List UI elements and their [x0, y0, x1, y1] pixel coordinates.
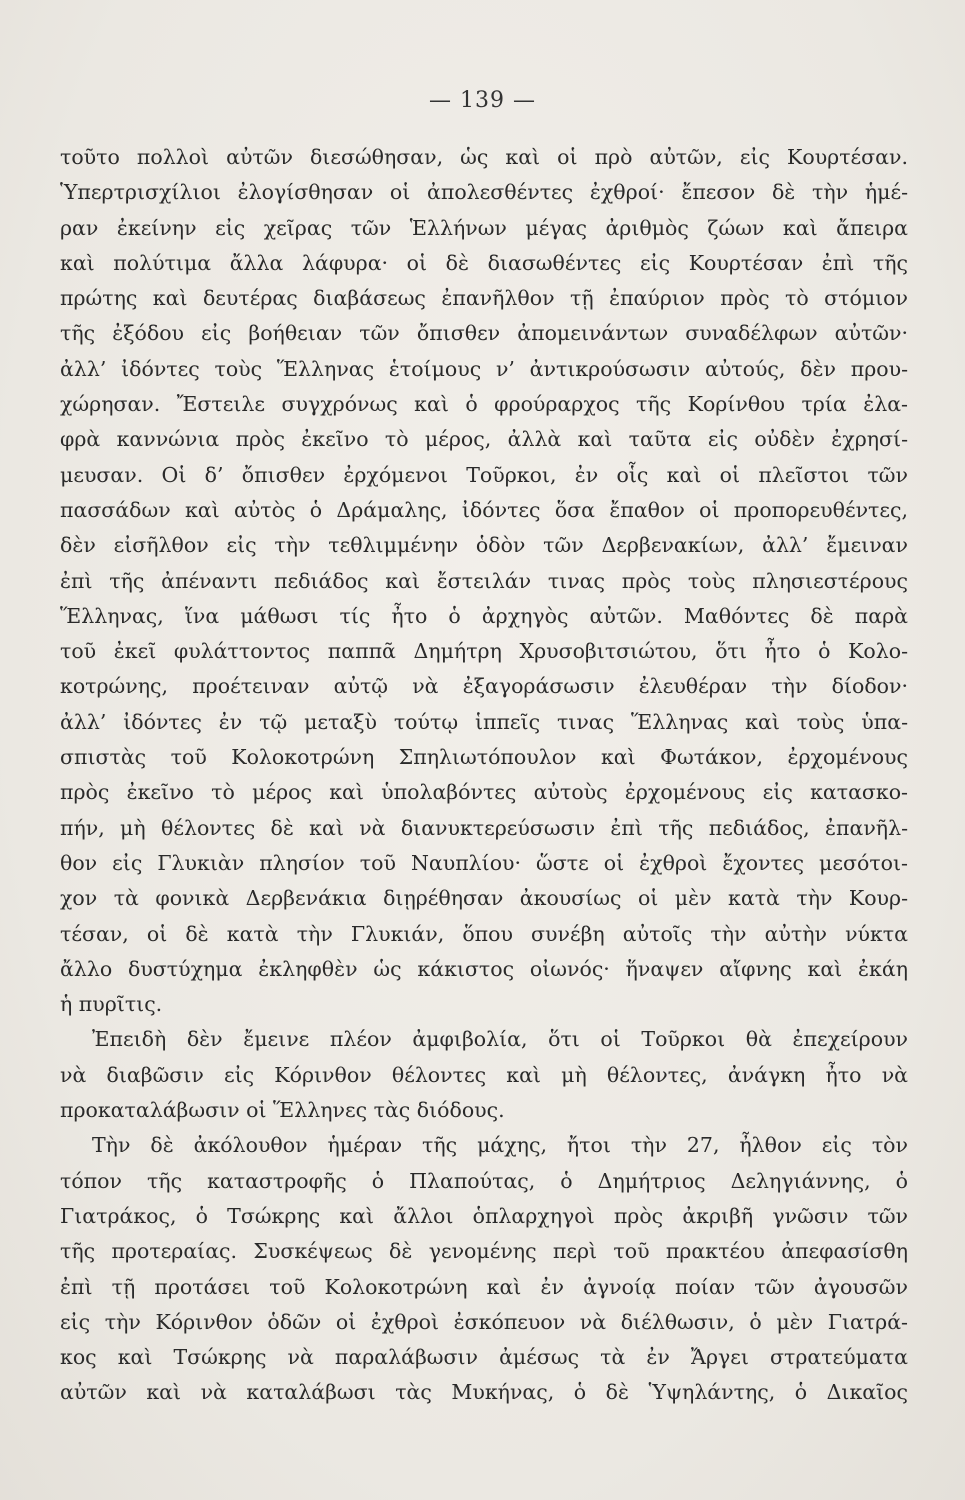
text-line: ἡ πυρῖτις. [60, 992, 163, 1017]
text-line: Γιατράκος, ὁ Τσώκρης καὶ ἄλλοι ὁπλαρχηγοὶ πρὸς ἀκριβῆ γνῶσιν τῶν [60, 1203, 908, 1228]
page-number: — 139 — [429, 88, 536, 113]
text-line: ἄλλο δυστύχημα ἐκληφθὲν ὡς κάκιστος οἰωνός· ἥναψεν αἴφνης καὶ ἐκάη [60, 956, 908, 981]
text-line: τοῦ ἐκεῖ φυλάττοντος παππᾶ Δημήτρη Χρυσοβιτσιώτου, ὅτι ἦτο ὁ Κολο- [60, 639, 908, 664]
text-line: προκαταλάβωσιν οἱ Ἕλληνες τὰς διόδους. [60, 1098, 505, 1123]
text-line: χώρησαν. Ἔστειλε συγχρόνως καὶ ὁ φρούραρχος τῆς Κορίνθου τρία ἐλα- [60, 392, 908, 417]
text-line: τόπον τῆς καταστροφῆς ὁ Πλαπούτας, ὁ Δημήτριος Δεληγιάννης, ὁ [60, 1168, 908, 1193]
text-line: θον εἰς Γλυκιὰν πλησίον τοῦ Ναυπλίου· ὥστε οἱ ἐχθροὶ ἔχοντες μεσότοι- [60, 850, 908, 875]
text-line: χον τὰ φονικὰ Δερβενάκια διῃρέθησαν ἀκουσίως οἱ μὲν κατὰ τὴν Κουρ- [60, 886, 908, 911]
text-line: ἐπὶ τῆς ἀπέναντι πεδιάδος καὶ ἔστειλάν τινας πρὸς τοὺς πλησιεστέρους [60, 568, 908, 593]
text-line: Ἕλληνας, ἵνα μάθωσι τίς ἦτο ὁ ἀρχηγὸς αὐτῶν. Μαθόντες δὲ παρὰ [60, 603, 908, 628]
text-line: Ὑπερτρισχίλιοι ἐλογίσθησαν οἱ ἀπολεσθέντες ἐχθροί· ἔπεσον δὲ τὴν ἡμέ- [60, 180, 908, 205]
text-line: κοτρώνης, προέτειναν αὐτῷ νὰ ἐξαγοράσωσιν ἐλευθέραν τὴν δίοδον· [60, 674, 908, 699]
text-line: καὶ πολύτιμα ἄλλα λάφυρα· οἱ δὲ διασωθέντες εἰς Κουρτέσαν ἐπὶ τῆς [60, 250, 908, 275]
text-line: μευσαν. Οἱ δ’ ὄπισθεν ἐρχόμενοι Τοῦρκοι, ἐν οἷς καὶ οἱ πλεῖστοι τῶν [60, 462, 908, 487]
text-line: νὰ διαβῶσιν εἰς Κόρινθον θέλοντες καὶ μὴ θέλοντες, ἀνάγκη ἦτο νὰ [60, 1062, 908, 1087]
text-line: τοῦτο πολλοὶ αὐτῶν διεσώθησαν, ὡς καὶ οἱ πρὸ αὐτῶν, εἰς Κουρτέσαν. [60, 145, 908, 169]
text-line: πρώτης καὶ δευτέρας διαβάσεως ἐπανῆλθον τῇ ἐπαύριον πρὸς τὸ στόμιον [60, 286, 908, 311]
text-line: πασσάδων καὶ αὐτὸς ὁ Δράμαλης, ἰδόντες ὅσα ἔπαθον οἱ προπορευθέντες, [60, 497, 908, 522]
text-line: τέσαν, οἱ δὲ κατὰ τὴν Γλυκιάν, ὅπου συνέβη αὐτοῖς τὴν αὐτὴν νύκτα [60, 921, 908, 946]
text-line: ἀλλ’ ἰδόντες τοὺς Ἕλληνας ἑτοίμους ν’ ἀντικρούσωσιν αὐτούς, δὲν πρου- [60, 356, 908, 381]
text-line: Ἐπειδὴ δὲν ἔμεινε πλέον ἀμφιβολία, ὅτι οἱ Τοῦρκοι θὰ ἐπεχείρουν [92, 1027, 908, 1052]
text-line: δὲν εἰσῆλθον εἰς τὴν τεθλιμμένην ὁδὸν τῶν Δερβενακίων, ἀλλ’ ἔμειναν [60, 533, 908, 558]
text-line: εἰς τὴν Κόρινθον ὁδῶν οἱ ἐχθροὶ ἐσκόπευον νὰ διέλθωσιν, ὁ μὲν Γιατρά- [60, 1309, 908, 1334]
text-line: πήν, μὴ θέλοντες δὲ καὶ νὰ διανυκτερεύσωσιν ἐπὶ τῆς πεδιάδος, ἐπανῆλ- [60, 815, 908, 840]
text-line: σπιστὰς τοῦ Κολοκοτρώνη Σπηλιωτόπουλον καὶ Φωτάκον, ἐρχομένους [60, 745, 908, 770]
text-line: κος καὶ Τσώκρης νὰ παραλάβωσιν ἀμέσως τὰ ἐν Ἄργει στρατεύματα [60, 1345, 908, 1370]
text-line: φρὰ καννώνια πρὸς ἐκεῖνο τὸ μέρος, ἀλλὰ καὶ ταῦτα εἰς οὐδὲν ἐχρησί- [60, 427, 908, 452]
text-line: αὐτῶν καὶ νὰ καταλάβωσι τὰς Μυκήνας, ὁ δὲ Ὑψηλάντης, ὁ Δικαῖος [60, 1380, 908, 1405]
text-line: τῆς προτεραίας. Συσκέψεως δὲ γενομένης περὶ τοῦ πρακτέου ἀπεφασίσθη [60, 1239, 908, 1264]
text-line: Τὴν δὲ ἀκόλουθον ἡμέραν τῆς μάχης, ἤτοι τὴν 27, ἦλθον εἰς τὸν [92, 1133, 908, 1158]
text-line: ραν ἐκείνην εἰς χεῖρας τῶν Ἑλλήνων μέγας ἀριθμὸς ζώων καὶ ἄπειρα [60, 215, 908, 240]
body-text [60, 140, 908, 1411]
text-line: ἐπὶ τῇ προτάσει τοῦ Κολοκοτρώνη καὶ ἐν ἀγνοίᾳ ποίαν τῶν ἀγουσῶν [60, 1274, 908, 1299]
text-line: ἀλλ’ ἰδόντες ἐν τῷ μεταξὺ τούτῳ ἱππεῖς τινας Ἕλληνας καὶ τοὺς ὑπα- [60, 709, 908, 734]
text-line: πρὸς ἐκεῖνο τὸ μέρος καὶ ὑπολαβόντες αὐτοὺς ἐρχομένους εἰς κατασκο- [60, 780, 908, 805]
text-line: τῆς ἐξόδου εἰς βοήθειαν τῶν ὄπισθεν ἀπομεινάντων συναδέλφων αὐτῶν· [60, 321, 908, 346]
